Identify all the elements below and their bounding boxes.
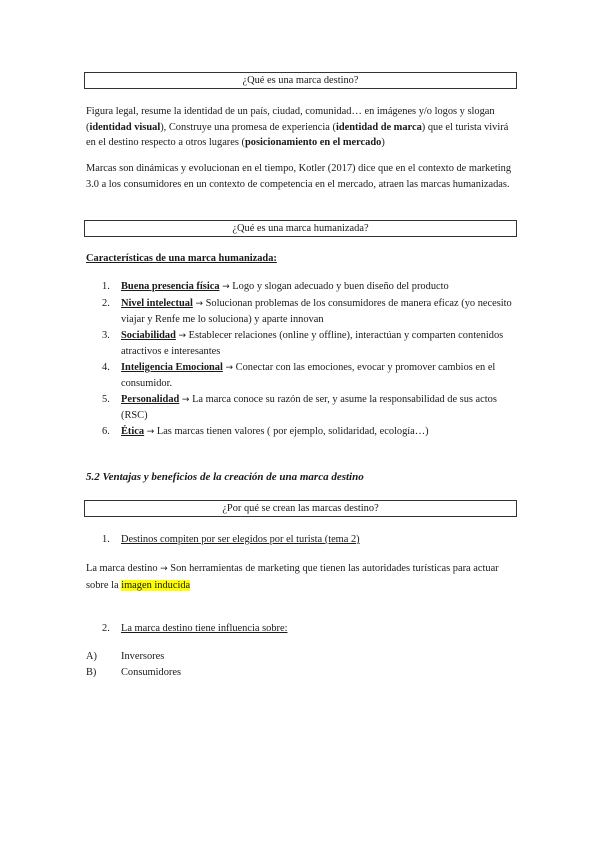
characteristics-title-text: Características de una marca humanizada: bbox=[86, 253, 277, 264]
list-item-text: Solucionan problemas de los consumidores de manera eficaz (yo necesito viajar y Renfe me lo soluciona) y aparte innovan bbox=[121, 297, 512, 325]
list-item-text: La marca destino tiene influencia sobre: bbox=[121, 623, 288, 634]
list-item-text: Logo y slogan adecuado y buen diseño del producto bbox=[229, 281, 449, 292]
text-span: ) que el turista vivirá en el destino respecto a otros lugares ( bbox=[86, 121, 509, 148]
list-item bbox=[86, 360, 516, 392]
list-item bbox=[86, 296, 516, 328]
list-number: 5. bbox=[102, 393, 110, 405]
text-span: ), Construye una promesa de experiencia ( bbox=[160, 121, 336, 133]
list-item-bold: Ética bbox=[121, 425, 145, 437]
heading-box-marca-humanizada: ¿Qué es una marca humanizada? bbox=[84, 220, 517, 237]
paragraph-kotler-text: Marcas son dinámicas y evolucionan en el tiempo, Kotler (2017) dice que en el contexto de marketing 3.0 a los consumidores en un contexto de competencia en el mercado, atraen las marcas humanizadas. bbox=[86, 163, 512, 190]
paragraph-herramientas bbox=[86, 561, 516, 593]
list-letter: B) bbox=[86, 666, 97, 678]
list-item-text: Las marcas tienen valores ( por ejemplo, solidaridad, ecología…) bbox=[154, 425, 429, 437]
text-span: ) bbox=[381, 137, 385, 148]
heading-box-por-que: ¿Por qué se crean las marcas destino? bbox=[84, 500, 517, 517]
list-item-text: Establecer relaciones (online y offline), interactúan y comparten contenidos atractivos e interesantes bbox=[121, 329, 504, 357]
list-item bbox=[86, 649, 516, 665]
list-item bbox=[86, 392, 516, 424]
list-item-bold: Buena presencia física bbox=[121, 281, 220, 292]
list-number: 4. bbox=[102, 361, 110, 373]
bold-term-posicionamiento: posicionamiento en el mercado bbox=[244, 137, 382, 148]
list-item bbox=[86, 279, 516, 296]
arrow-icon: → bbox=[225, 362, 234, 373]
reasons-list-2 bbox=[86, 621, 516, 637]
list-item-text: Inversores bbox=[121, 651, 165, 662]
highlighted-text: imagen inducida bbox=[121, 579, 191, 591]
text-span: Figura legal, resume la identidad de un país, ciudad, comunidad… en imágenes y/o logos y slogan ( bbox=[86, 106, 495, 133]
arrow-icon: → bbox=[178, 330, 187, 341]
list-number: 1. bbox=[102, 534, 110, 545]
list-number: 2. bbox=[102, 623, 110, 634]
list-item-bold: Personalidad bbox=[121, 393, 180, 405]
arrow-icon: → bbox=[222, 282, 230, 292]
arrow-icon: → bbox=[160, 564, 168, 574]
arrow-icon: → bbox=[195, 298, 204, 309]
list-item bbox=[86, 424, 516, 441]
text-span: Son herramientas de marketing que tienen las autoridades turísticas para actuar sobre la bbox=[86, 563, 499, 591]
heading-box-marca-destino: ¿Qué es una marca destino? bbox=[84, 72, 517, 89]
arrow-icon: → bbox=[146, 426, 155, 437]
bold-term-identidad-visual: identidad visual bbox=[89, 121, 161, 133]
arrow-icon: → bbox=[181, 394, 190, 405]
reasons-list-1 bbox=[86, 532, 516, 548]
influence-list bbox=[86, 649, 516, 680]
list-number: 6. bbox=[102, 425, 110, 437]
list-item-bold: Nivel intelectual bbox=[121, 297, 193, 309]
paragraph-definition bbox=[86, 104, 516, 151]
list-letter: A) bbox=[86, 651, 97, 662]
list-item bbox=[86, 532, 516, 548]
characteristics-title bbox=[86, 251, 516, 267]
list-number: 2. bbox=[102, 297, 110, 309]
text-span: La marca destino bbox=[86, 563, 161, 574]
list-item-text: Conectar con las emociones, evocar y promover cambios en el consumidor. bbox=[121, 361, 496, 389]
list-item bbox=[86, 665, 516, 681]
list-item-bold: Inteligencia Emocional bbox=[121, 361, 223, 373]
paragraph-kotler bbox=[86, 161, 516, 192]
list-item-text: Consumidores bbox=[121, 666, 182, 678]
list-item bbox=[86, 621, 516, 637]
bold-term-identidad-marca: identidad de marca bbox=[335, 121, 422, 133]
list-item-text: La marca conoce su razón de ser, y asume la responsabilidad de sus actos (RSC) bbox=[121, 393, 497, 421]
list-item-bold: Sociabilidad bbox=[121, 329, 176, 341]
section-heading: 5.2 Ventajas y beneficios de la creación de una marca destino bbox=[86, 471, 364, 483]
characteristics-list bbox=[86, 279, 516, 440]
list-item bbox=[86, 328, 516, 360]
list-number: 1. bbox=[102, 281, 110, 292]
list-item-text: Destinos compiten por ser elegidos por el turista (tema 2) bbox=[121, 534, 360, 545]
list-number: 3. bbox=[102, 329, 110, 341]
